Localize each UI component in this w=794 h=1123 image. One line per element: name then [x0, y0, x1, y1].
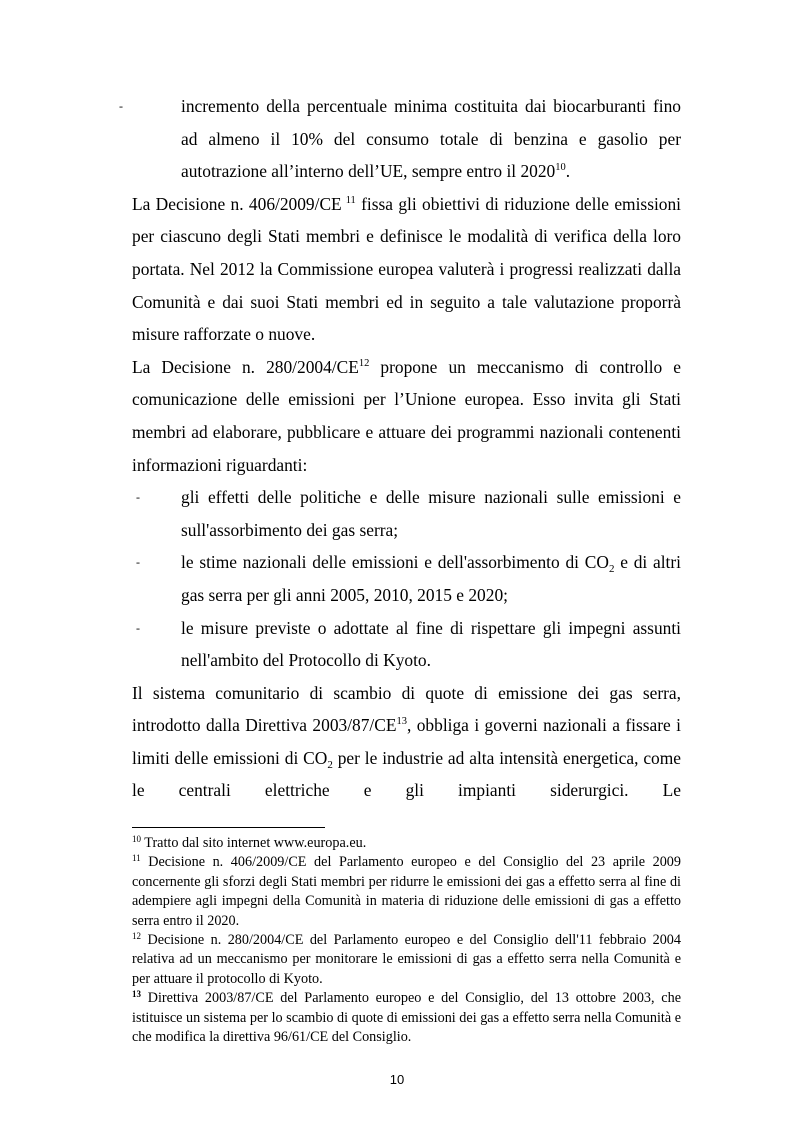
list-bullet: - — [136, 490, 140, 505]
list-item-text: le misure previste o adottate al fine di rispettare gli impegni assunti nell'ambito del Protocollo di Kyoto. — [181, 617, 681, 671]
footnote-text: Decisione n. 280/2004/CE del Parlamento europeo e del Consiglio dell'11 febbraio 2004 relativa ad un meccanismo per monitorare le emissioni di gas a effetto serra nella Comunità e per attuare il protocollo di Kyoto. — [132, 932, 681, 987]
list-item-biofuels: - incremento della percentuale minima costituita dai biocarburanti fino ad almeno il 10% del consumo totale di benzina e gasolio per autotrazione all’interno dell’UE, sempre entro il 2020$^{10}$. — [132, 90, 681, 188]
page-number: 10 — [389, 1072, 405, 1087]
list-item-text: gli effetti delle politiche e delle misure nazionali sulle emissioni e sull'assorbimento dei gas serra; — [181, 487, 681, 540]
paragraph-emission-trading: Il sistema comunitario di scambio di quote di emissione dei gas serra, introdotto dalla Direttiva 2003/87/CE$^{13}$, obbliga i governi nazionali a fissare i limiti delle emissioni di $CO_2$ per le industrie ad alta intensità energetica, come le centrali elettriche e gli impianti siderurgici. Le — [132, 682, 681, 801]
footnote-text: Tratto dal sito internet www.europa.eu. — [141, 835, 367, 851]
footnote-text: Direttiva 2003/87/CE del Parlamento europeo e del Consiglio, del 13 ottobre 2003, che istituisce un sistema per lo scambio di quote di emissioni dei gas a effetto serra nella Comunità e che modifica la direttiva 96/61/CE del Consiglio. — [132, 990, 681, 1046]
list-bullet: - — [119, 99, 123, 113]
footnote-ref-13[interactable]: 13 — [396, 716, 407, 728]
paragraph-decision-406: La Decisione n. 406/2009/CE $^{11}$ fissa gli obiettivi di riduzione delle emissioni per ciascuno degli Stati membri e definisce le modalità di verifica della loro portata. Nel 2012 la Commissione europea valuterà i progressi realizzati dalla Comunità e dai suoi Stati membri ed in seguito a tale valutazione proporrà misure rafforzate o nuove. — [132, 193, 682, 345]
footnotes — [132, 834, 681, 1047]
footnote-number: 12 — [132, 931, 141, 942]
footnote-separator — [132, 827, 325, 828]
footnote-12 — [132, 931, 681, 989]
main-text — [119, 90, 682, 807]
list-bullet: - — [136, 555, 140, 570]
list-item-measures — [132, 612, 681, 677]
list-item-estimates: - le stime nazionali delle emissioni e dell'assorbimento di $CO_2$ e di altri gas serra per gli anni 2005, 2010, 2015 e 2020; — [132, 546, 681, 611]
footnote-ref-10[interactable]: 10 — [555, 162, 566, 174]
footnote-10 — [132, 834, 681, 853]
footnote-ref-11[interactable]: 11 — [345, 194, 356, 206]
co2-subscript: 2 — [608, 563, 615, 576]
list-item-text: le stime nazionali delle emissioni e dell'assorbimento di CO — [181, 552, 609, 573]
footnote-13 — [132, 989, 681, 1047]
footnote-ref-12[interactable]: 12 — [358, 357, 370, 369]
list-item-effects — [132, 481, 681, 546]
footnote-text: Decisione n. 406/2009/CE del Parlamento europeo e del Consiglio del 23 aprile 2009 concernente gli sforzi degli Stati membri per ridurre le emissioni dei gas a effetto serra al fine di adempiere agli impegni della Comunità in materia di riduzione delle emissioni di gas a effetto serra entro il 2020. — [132, 854, 681, 929]
footnote-number: 13 — [132, 989, 141, 1000]
list-bullet: - — [136, 620, 140, 635]
footnote-number: 10 — [132, 834, 141, 844]
footnote-number: 11 — [132, 853, 141, 864]
list-item-text: incremento della percentuale minima costituita dai biocarburanti fino ad almeno il 10% del consumo totale di benzina e gasolio per autotrazione all’interno dell’UE, sempre entro il 2020 — [181, 96, 681, 182]
footnote-11 — [132, 853, 681, 931]
co2-subscript: 2 — [327, 758, 333, 771]
paragraph-decision-280: La Decisione n. 280/2004/CE$^{12}$ propone un meccanismo di controllo e comunicazione delle emissioni per l’Unione europea. Esso invita gli Stati membri ad elaborare, pubblicare e attuare dei programmi nazionali contenenti informazioni riguardanti: — [132, 356, 681, 475]
